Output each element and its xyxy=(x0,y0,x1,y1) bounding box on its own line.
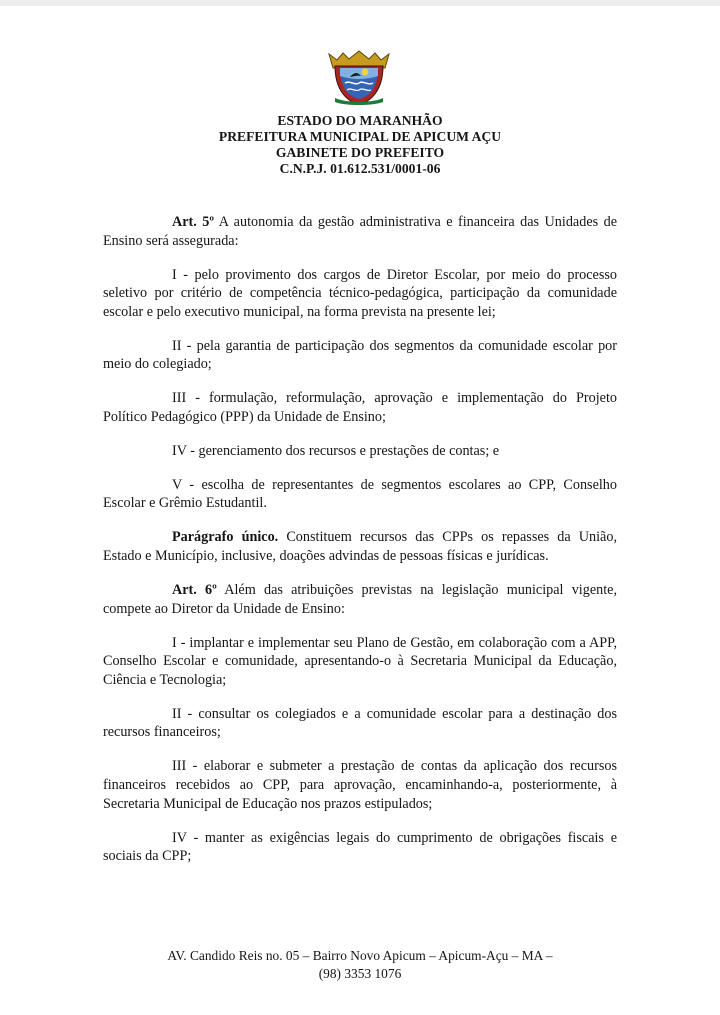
header-state: ESTADO DO MARANHÃO xyxy=(277,113,443,128)
header-cnpj: C.N.P.J. 01.612.531/0001-06 xyxy=(279,161,441,176)
paragraph-text: Além das atribuições previstas na legislação municipal vigente, compete ao Diretor da Unidade de Ensino: xyxy=(103,582,618,617)
paragraph xyxy=(103,705,617,742)
paragraph-text: III - elaborar e submeter a prestação de contas da aplicação dos recursos financeiros recebidos ao CPP, para aprovação, encaminhando-a, posteriormente, à Secretaria Municipal de Educação nos prazos estipulados; xyxy=(103,758,617,812)
paragraph xyxy=(103,337,617,374)
paragraph-text: I - implantar e implementar seu Plano de Gestão, em colaboração com a APP, Conselho Escolar e comunidade, apresentando-o à Secretaria Municipal da Educação, Ciência e Tecnologia; xyxy=(103,634,617,688)
paragraph-text: II - pela garantia de participação dos segmentos da comunidade escolar por meio do colegiado; xyxy=(103,337,617,373)
paragraph-text: V - escolha de representantes de segmentos escolares ao CPP, Conselho Escolar e Grêmio Estudantil. xyxy=(103,476,617,512)
paragraph-text: III - formulação, reformulação, aprovação e implementação do Projeto Político Pedagógico (PPP) da Unidade de Ensino; xyxy=(103,390,617,425)
article-heading: Art. 5º xyxy=(172,214,215,230)
paragraph xyxy=(103,757,617,813)
paragraph xyxy=(103,389,617,426)
footer-address: AV. Candido Reis no. 05 – Bairro Novo Apicum – Apicum-Açu – MA – xyxy=(167,948,553,963)
letterhead xyxy=(0,113,720,177)
paragraph xyxy=(103,266,617,322)
footer-phone: (98) 3353 1076 xyxy=(318,965,402,981)
municipal-coat-of-arms-icon xyxy=(325,50,393,106)
paragraph-text: II - consultar os colegiados e a comunidade escolar para a destinação dos recursos financeiros; xyxy=(103,705,617,741)
paragraph-text: A autonomia da gestão administrativa e financeira das Unidades de Ensino será assegurada: xyxy=(103,214,617,249)
header-prefecture: PREFEITURA MUNICIPAL DE APICUM AÇU xyxy=(218,129,502,144)
document-body xyxy=(103,213,617,881)
paragraph xyxy=(103,476,617,513)
paragraph xyxy=(103,213,617,250)
paragraph-text: Constituem recursos das CPPs os repasses da União, Estado e Município, inclusive, doações advindas de pessoas físicas e jurídicas. xyxy=(103,529,617,565)
article-heading: Art. 6º xyxy=(172,582,217,599)
paragraph xyxy=(103,829,617,866)
paragraph xyxy=(103,442,617,461)
paragraph xyxy=(103,528,617,565)
header-office: GABINETE DO PREFEITO xyxy=(275,145,445,160)
paragraph xyxy=(103,634,617,690)
page-footer xyxy=(0,947,720,982)
paragraph-text: IV - gerenciamento dos recursos e prestações de contas; e xyxy=(172,442,500,459)
paragraph-heading: Parágrafo único. xyxy=(172,529,279,546)
paragraph xyxy=(103,581,617,618)
paragraph-text: IV - manter as exigências legais do cumprimento de obrigações fiscais e sociais da CPP; xyxy=(103,829,617,865)
paragraph-text: I - pelo provimento dos cargos de Diretor Escolar, por meio do processo seletivo por critério de competência técnico-pedagógica, participação da comunidade escolar e pelo executivo municipal, na forma prevista na presente lei; xyxy=(103,266,617,320)
